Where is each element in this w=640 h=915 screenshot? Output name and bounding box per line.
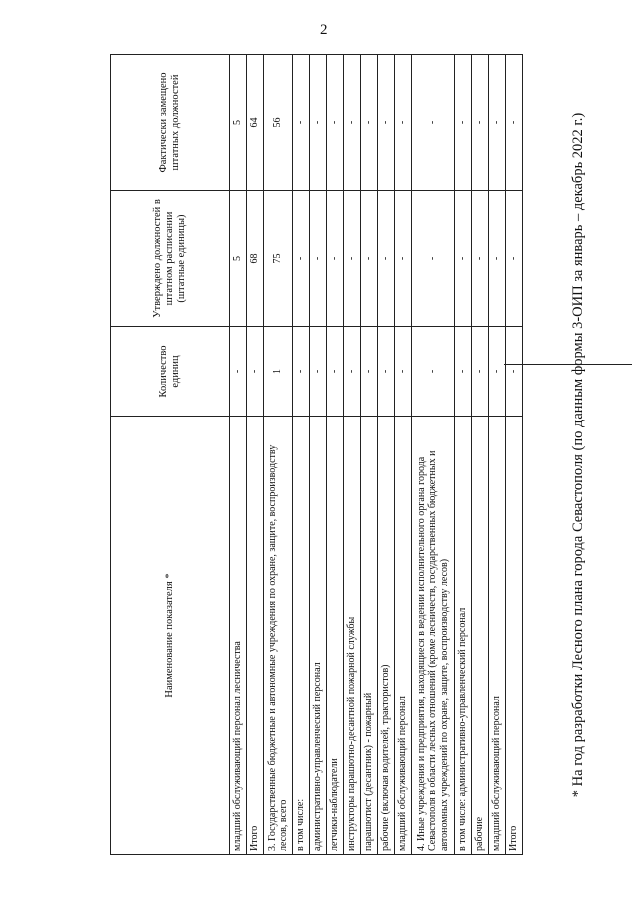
cell-filled-positions: - [361,55,378,191]
cell-indicator-name: младший обслуживающий персонал [489,417,506,855]
cell-unit-count: - [506,327,523,417]
cell-approved-positions: 75 [264,191,293,327]
cell-indicator-name: Итого [247,417,264,855]
cell-approved-positions: - [378,191,395,327]
table-row [506,55,523,855]
table-row [395,55,412,855]
cell-indicator-name: парашютист (десантник) - пожарный [361,417,378,855]
table-row [230,55,247,855]
cell-unit-count: - [310,327,327,417]
cell-approved-positions: - [327,191,344,327]
staffing-table [110,54,523,855]
cell-filled-positions: - [455,55,472,191]
cell-filled-positions: - [472,55,489,191]
separator-line [504,364,632,365]
cell-indicator-name: в том числе: [293,417,310,855]
cell-unit-count: - [412,327,455,417]
table-row [247,55,264,855]
cell-filled-positions: - [344,55,361,191]
cell-filled-positions: 56 [264,55,293,191]
cell-filled-positions: 5 [230,55,247,191]
cell-unit-count: 1 [264,327,293,417]
cell-filled-positions: 64 [247,55,264,191]
cell-unit-count: - [455,327,472,417]
table-row [412,55,455,855]
cell-approved-positions: 68 [247,191,264,327]
cell-indicator-name: младший обслуживающий персонал лесничества [230,417,247,855]
cell-approved-positions: - [310,191,327,327]
cell-approved-positions: - [361,191,378,327]
table-header-row [111,55,230,855]
cell-unit-count: - [361,327,378,417]
cell-indicator-name: в том числе: административно-управленческий персонал [455,417,472,855]
page-number: 2 [320,22,328,38]
table-row [361,55,378,855]
cell-unit-count: - [489,327,506,417]
cell-filled-positions: - [293,55,310,191]
cell-filled-positions: - [395,55,412,191]
footnote: * На год разработки Лесного плана города Севастополя (по данным формы 3-ОИП за январь – декабрь 2022 г.) [570,112,586,798]
header-filled-positions: Фактически замещено штатных должностей [111,55,230,191]
cell-unit-count: - [472,327,489,417]
cell-indicator-name: 3. Государственные бюджетные и автономные учреждения по охране, защите, воспроизводству лесов, всего [264,417,293,855]
cell-approved-positions: - [455,191,472,327]
table-row [327,55,344,855]
cell-unit-count: - [378,327,395,417]
cell-approved-positions: - [506,191,523,327]
table-row [489,55,506,855]
table-row [310,55,327,855]
cell-indicator-name: рабочие [472,417,489,855]
header-indicator-name: Наименование показателя * [111,417,230,855]
cell-filled-positions: - [506,55,523,191]
cell-approved-positions: - [293,191,310,327]
cell-filled-positions: - [412,55,455,191]
cell-filled-positions: - [327,55,344,191]
table-row [264,55,293,855]
cell-approved-positions: - [472,191,489,327]
table-row [344,55,361,855]
cell-approved-positions: - [395,191,412,327]
table-row [472,55,489,855]
table-row [455,55,472,855]
header-unit-count: Количество единиц [111,327,230,417]
header-approved-positions: Утверждено должностей в штатном расписании (штатные единицы) [111,191,230,327]
cell-indicator-name: Итого [506,417,523,855]
cell-indicator-name: летчики-наблюдатели [327,417,344,855]
cell-unit-count: - [395,327,412,417]
cell-unit-count: - [344,327,361,417]
cell-filled-positions: - [310,55,327,191]
cell-approved-positions: 5 [230,191,247,327]
cell-indicator-name: 4. Иные учреждения и предприятия, находящиеся в ведении исполнительного органа города Севастополя в области лесных отношений (кроме лесничеств, государственных бюджетных и автономных учреждений по охране, защите, воспроизводству лесов) [412,417,455,855]
cell-indicator-name: инструкторы парашютно-десантной пожарной службы [344,417,361,855]
cell-unit-count: - [230,327,247,417]
cell-approved-positions: - [412,191,455,327]
cell-unit-count: - [293,327,310,417]
cell-unit-count: - [327,327,344,417]
cell-approved-positions: - [344,191,361,327]
table-row [378,55,395,855]
cell-indicator-name: административно-управленческий персонал [310,417,327,855]
cell-unit-count: - [247,327,264,417]
cell-filled-positions: - [378,55,395,191]
cell-approved-positions: - [489,191,506,327]
cell-filled-positions: - [489,55,506,191]
rotated-page-content [110,35,610,855]
table-row [293,55,310,855]
cell-indicator-name: рабочие (включая водителей, трактористов) [378,417,395,855]
cell-indicator-name: младший обслуживающий персонал [395,417,412,855]
